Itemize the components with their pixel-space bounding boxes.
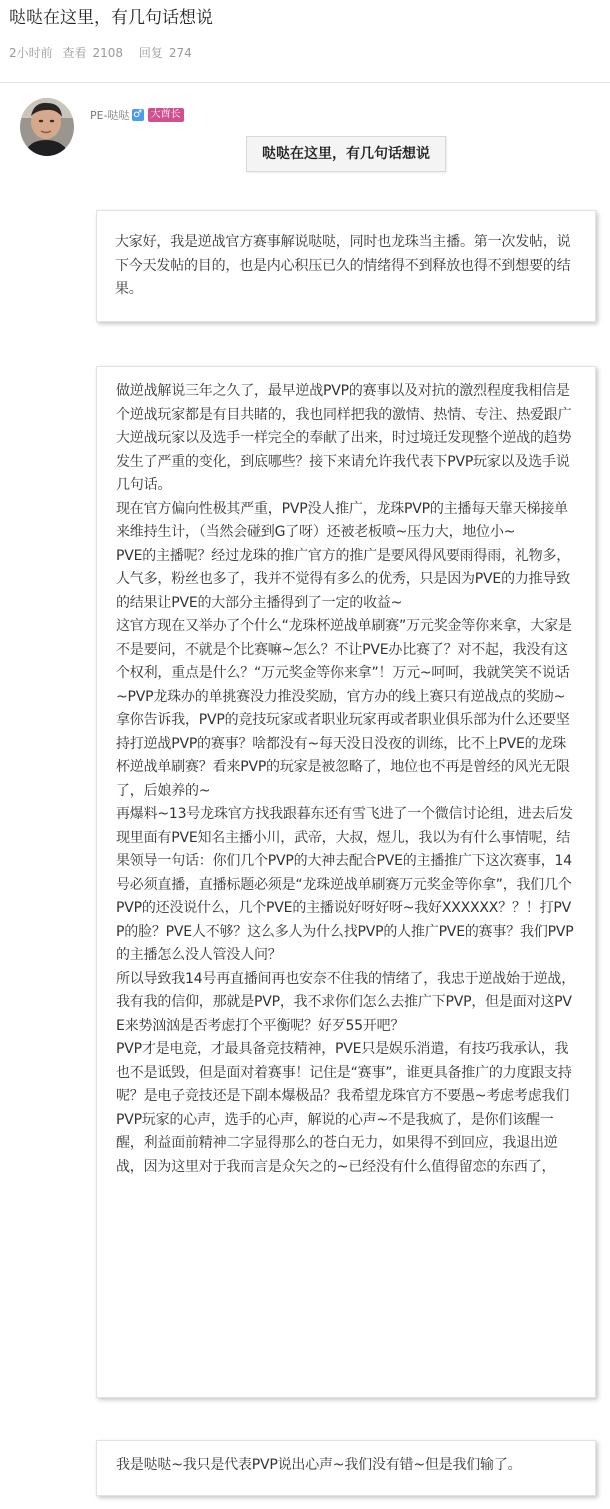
closing-paragraph: 我是哒哒~我只是代表PVP说出心声~我们没有错~但是我们输了。 bbox=[116, 1457, 522, 1473]
replies-count: 274 bbox=[168, 46, 192, 60]
views-label: 查看 bbox=[62, 46, 87, 60]
male-gender-icon: ♂ bbox=[133, 109, 143, 120]
intro-paragraph: 大家好，我是逆战官方赛事解说哒哒，同时也龙珠当主播。第一次发帖，说下今天发帖的目的，也是内心积压已久的情绪得不到释放也得不到想要的结果。 bbox=[115, 234, 571, 297]
post-time: 2小时前 bbox=[9, 46, 53, 60]
author-name[interactable]: PE-哒哒 bbox=[90, 109, 130, 122]
post-title: 哒哒在这里，有几句话想说 bbox=[9, 8, 213, 28]
content-paragraph: PVP才是电竞，才最具备竞技精神，PVE只是娱乐消遣，有技巧我承认，我也不是诋毁，但是面对着赛事！记住是“赛事”，谁更具备推广的力度跟支持呢？是电子竞技还是下副本爆极品？我希望龙珠官方不要愚~考虑考虑我们PVP玩家的心声，选手的心声，解说的心声~不是我疯了，是你们该醒一醒，利益面前精神二字显得那么的苍白无力，如果得不到回应，我退出逆战，因为这里对于我而言是众矢之的~已经没有什么值得留恋的东西了， bbox=[116, 1041, 572, 1175]
content-paragraph: 再爆料~13号龙珠官方找我跟暮东还有雪飞进了一个微信讨论组，进去后发现里面有PVE知名主播小川，武帝，大叔，煜儿，我以为有什么事情呢，结果领导一句话：你们几个PVP的大神去配合PVE的主播推广下这次赛事，14号必须直播，直播标题必须是“龙珠逆战单刷赛万元奖金等你拿”，我们几个PVP的还没说什么，几个PVE的主播说好呀好呀~我好XXXXXX？？！打PVP的脸？PVE人不够？这么多人为什么找PVP的人推广PVE的赛事？我们PVP的主播怎么没人管没人问？ bbox=[116, 806, 574, 963]
main-content-card bbox=[96, 366, 596, 1398]
author-rank-badge: 大酋长 bbox=[148, 108, 184, 122]
content-paragraph: 现在官方偏向性极其严重，PVP没人推广，龙珠PVP的主播每天靠天梯接单来维持生计，（当然会碰到G了呀）还被老板喷~压力大，地位小~ bbox=[116, 500, 568, 540]
content-paragraph: PVE的主播呢？经过龙珠的推广官方的推广是要风得风要雨得雨，礼物多，人气多，粉丝也多了，我并不觉得有多么的优秀，只是因为PVE的力推导致的结果让PVE的大部分主播得到了一定的收益~ bbox=[116, 547, 571, 611]
content-heading: 哒哒在这里，有几句话想说 bbox=[246, 136, 446, 172]
post-meta bbox=[9, 44, 198, 62]
content-paragraph: 所以导致我14号再直播间再也安奈不住我的情绪了，我忠于逆战始于逆战，我有我的信仰，那就是PVP，我不求你们怎么去推广下PVP，但是面对这PVE来势汹汹是否考虑打个平衡呢？好歹55开吧？ bbox=[116, 970, 576, 1034]
header-divider bbox=[0, 82, 610, 83]
author-info bbox=[90, 106, 184, 124]
replies-label: 回复 bbox=[138, 46, 163, 60]
content-paragraph: 这官方现在又举办了个什么“龙珠杯逆战单刷赛”万元奖金等你来拿，大家是不是要问，不就是个比赛嘛~怎么？不让PVE办比赛了？对不起，我没有这个权利，重点是什么？“万元奖金等你来拿”！万元~呵呵，我就笑笑不说话~PVP龙珠办的单挑赛没力推没奖励，官方办的线上赛只有逆战点的奖励~拿你告诉我，PVP的竞技玩家或者职业玩家再或者职业俱乐部为什么还要坚持打逆战PVP的赛事？啥都没有~每天没日没夜的训练，比不上PVE的龙珠杯逆战单刷赛？看来PVP的玩家是被忽略了，地位也不再是曾经的风光无限了，后娘养的~ bbox=[116, 618, 572, 799]
views-count: 2108 bbox=[92, 46, 124, 60]
content-paragraph: 做逆战解说三年之久了，最早逆战PVP的赛事以及对抗的激烈程度我相信是个逆战玩家都是有目共睹的，我也同样把我的激情、热情、专注、热爱跟广大逆战玩家以及选手一样完全的奉献了出来，时过境迁发现整个逆战的趋势发生了严重的变化，到底哪些？接下来请允许我代表下PVP玩家以及选手说几句话。 bbox=[116, 383, 572, 493]
author-avatar[interactable] bbox=[20, 98, 74, 156]
closing-card bbox=[96, 1440, 596, 1496]
intro-card bbox=[96, 210, 596, 322]
